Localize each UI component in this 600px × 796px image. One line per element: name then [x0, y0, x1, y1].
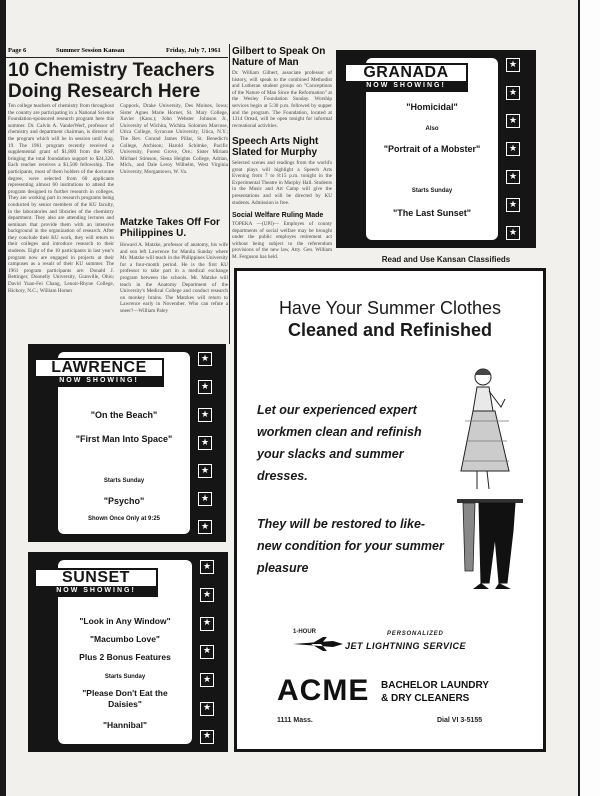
star-icon: ★	[198, 520, 212, 534]
chem-headline-line1: 10 Chemistry Teachers	[8, 60, 215, 81]
acme-ad	[234, 268, 546, 752]
lawrence-now-showing: NOW SHOWING!	[36, 376, 162, 385]
welfare-headline: Social Welfare Ruling Made	[232, 212, 324, 219]
sunset-name: SUNSET	[62, 569, 130, 586]
star-icon: ★	[200, 730, 214, 744]
gilbert-headline: Gilbert to Speak On Nature of Man	[232, 46, 326, 68]
star-icon: ★	[506, 58, 520, 72]
acme-address: 1111 Mass.	[277, 717, 313, 724]
chem-headline-line2: Doing Research Here	[8, 81, 201, 102]
newspaper-page	[6, 0, 578, 796]
star-icon: ★	[200, 673, 214, 687]
sunset-reel	[200, 560, 214, 744]
star-icon: ★	[198, 408, 212, 422]
chem-col2: Coppock, Drake University, Des Moines, Iowa; Sister Agnes Marie Horner, St. Mary College, Xavier (Kans.); John Webster Johnson Jr., University of Wichita, Wichita. Solomon Marcuse, Utica College, Syracuse University, Utica, N.Y.; The Rev. Conrad James Pillar, St. Benedict's College, Atchison; Harold Schimke, Pacific University, Forest Grove, Ore.; Sister Miriam Michael Stimson, Siena Heights College, Adrian, Mich., and Dale Leroy Wilhelm, West Virginia University, Morgantown, W. Va.	[120, 103, 228, 175]
sunset-movie-2: "Macumbo Love"	[90, 634, 160, 644]
acme-title-line2: Cleaned and Refinished	[287, 320, 493, 340]
star-icon: ★	[198, 464, 212, 478]
granada-movie-1: "Homicidal"	[406, 102, 458, 112]
paper-name: Summer Session Kansan	[56, 47, 125, 54]
welfare-body: TOPEKA —(UPI)— Employes of county departments of social welfare may be brought under the public employes retirement act without being subject to the referendum provisions of the new law, Atty. Gen. William M. Ferguson has held.	[232, 221, 332, 260]
star-icon: ★	[198, 492, 212, 506]
star-icon: ★	[200, 645, 214, 659]
sunset-banner	[34, 568, 158, 597]
star-icon: ★	[200, 588, 214, 602]
acme-tagline	[381, 679, 489, 705]
granada-reel	[506, 58, 520, 240]
chem-col1: Ten college teachers of chemistry from throughout the country are participating in a National Science Foundation-sponsored research program here this summer. Dr. Calvin A. VanderWerf, professor of chemistry and department chairman, is director of the program which will be in session until Aug. 19. The 1961 program recently received a supplemental grant of $1,800 from the NSF, bringing the total foundation support to $24,320. Each teacher receives a $1,500 fellowship. The participants, most of them holders of the doctorate degree, were selected from 60 applicants representing almost 60 institutions to attend the program designed to further research in colleges. They are working part in research programs being conducted by senior members of the KU faculty, in the laboratories and libraries of the chemistry department. They also are attending lectures and seminars that provide them with an intensive background in the organization of research. After they conclude their KU work, they will return to their colleges and introduce research to their students. Eight of the 10 participants in last year's program now are engaged in projects at their campuses as a result of their KU summer. The 1961 program participants are: Donald J. Bettinger, Donnelly University, Granville, Ohio; David Yuan-Fei Chang, Lenoir-Rhyne College, Hickory, N.C.; William Homer	[8, 103, 114, 294]
acme-name: ACME	[277, 674, 370, 707]
lawrence-movie-3: "Psycho"	[103, 496, 145, 506]
fashion-illustration	[455, 361, 525, 591]
star-icon: ★	[506, 198, 520, 212]
granada-also: Also	[425, 126, 439, 132]
sunset-movie-3: "Please Don't Eat the Daisies"	[82, 688, 168, 709]
star-icon: ★	[506, 226, 520, 240]
chem-headline	[8, 60, 228, 102]
star-icon: ★	[200, 560, 214, 574]
acme-title-line1: Have Your Summer Clothes	[278, 298, 502, 318]
sunset-now-showing: NOW SHOWING!	[36, 586, 156, 595]
lawrence-movie-1: "On the Beach"	[90, 410, 158, 420]
jet-icon	[293, 637, 343, 656]
lawrence-note: Shown Once Only at 9:25	[87, 516, 161, 522]
speech-headline: Speech Arts Night Slated for Murphy	[232, 136, 319, 158]
star-icon: ★	[198, 380, 212, 394]
lawrence-banner	[34, 358, 164, 387]
lawrence-ad	[28, 344, 226, 542]
star-icon: ★	[200, 617, 214, 631]
lawrence-movie-2: "First Man Into Space"	[75, 434, 173, 444]
speech-body: Selected scenes and readings from the world's great plays will highlight a Speech Arts Evening from 7 to 8:15 p.m. tonight in the Experimental Theatre in Murphy Hall. Students in the Music and Art Camp will give the presentations and will be directed by KU students. Admission is free.	[232, 160, 332, 206]
acme-title	[237, 297, 543, 341]
woman-figure	[461, 369, 509, 489]
granada-now-showing: NOW SHOWING!	[346, 81, 466, 90]
sunset-bonus: Plus 2 Bonus Features	[79, 652, 171, 662]
lawrence-starts: Starts Sunday	[103, 478, 145, 484]
adjacent-page-edge	[580, 0, 600, 796]
page-number: Page 6	[8, 47, 27, 54]
granada-starts: Starts Sunday	[411, 188, 453, 194]
masthead-rule	[6, 57, 228, 58]
granada-ad	[336, 50, 536, 248]
matzke-body: Howard A. Matzke, professor of anatomy, his wife and son left Lawrence for Manila Sunday where Mr. Matzke will teach in the Philippines University for a four-month period. He is the first KU professor to take part in a medical exchange program between the schools. Mr. Matzke will teach in the Anatomy Department of the University's Medical College and conduct research on monkey brains. The Matzkes will return to Lawrence early in November. Who can refute a sneer?—William Paley	[120, 242, 228, 314]
man-figure	[457, 499, 523, 589]
granada-name: GRANADA	[363, 64, 449, 81]
lawrence-reel	[198, 352, 212, 534]
granada-movie-3: "The Last Sunset"	[392, 208, 472, 218]
column-rule	[229, 44, 230, 344]
sunset-starts: Starts Sunday	[104, 674, 146, 680]
acme-paragraph-2: They will be restored to like-new condition for your summer pleasure	[257, 517, 444, 575]
acme-paragraph-1: Let our experienced expert workmen clean and refinish your slacks and summer dresses.	[257, 403, 422, 483]
acme-tagline-2: & DRY CLEANERS	[381, 693, 470, 704]
star-icon: ★	[200, 702, 214, 716]
sunset-movie-4: "Hannibal"	[103, 720, 147, 730]
issue-date: Friday, July 7, 1961	[166, 47, 221, 54]
acme-phone: Dial VI 3-5155	[437, 717, 483, 724]
star-icon: ★	[506, 170, 520, 184]
acme-service: JET LIGHTNING SERVICE	[345, 641, 467, 651]
star-icon: ★	[506, 114, 520, 128]
granada-banner	[344, 63, 468, 92]
star-icon: ★	[198, 436, 212, 450]
star-icon: ★	[506, 142, 520, 156]
star-icon: ★	[198, 352, 212, 366]
star-icon: ★	[506, 86, 520, 100]
gilbert-body: Dr. William Gilbert, associate professor of history, will speak to the combined Methodist and Lutheran student groups on "Conceptions of the Nature of Man Since the Reformation" at the Wesley Foundation Sunday. Worship services begin at 5:30 p.m. followed by supper and the program. The Foundation, located at 1314 Oread, will be open tonight for informal recreational activities.	[232, 70, 332, 129]
sunset-movie-1: "Look in Any Window"	[79, 616, 171, 626]
lawrence-name: LAWRENCE	[51, 359, 147, 376]
acme-hour: 1-HOUR	[293, 629, 317, 635]
sunset-ad	[28, 552, 228, 752]
acme-personalized: PERSONALIZED	[387, 631, 444, 637]
acme-tagline-1: BACHELOR LAUNDRY	[381, 680, 489, 691]
granada-movie-2: "Portrait of a Mobster"	[383, 144, 481, 154]
classifieds-tagline: Read and Use Kansan Classifieds	[381, 255, 511, 264]
matzke-headline: Matzke Takes Off For Philippines U.	[120, 217, 220, 239]
